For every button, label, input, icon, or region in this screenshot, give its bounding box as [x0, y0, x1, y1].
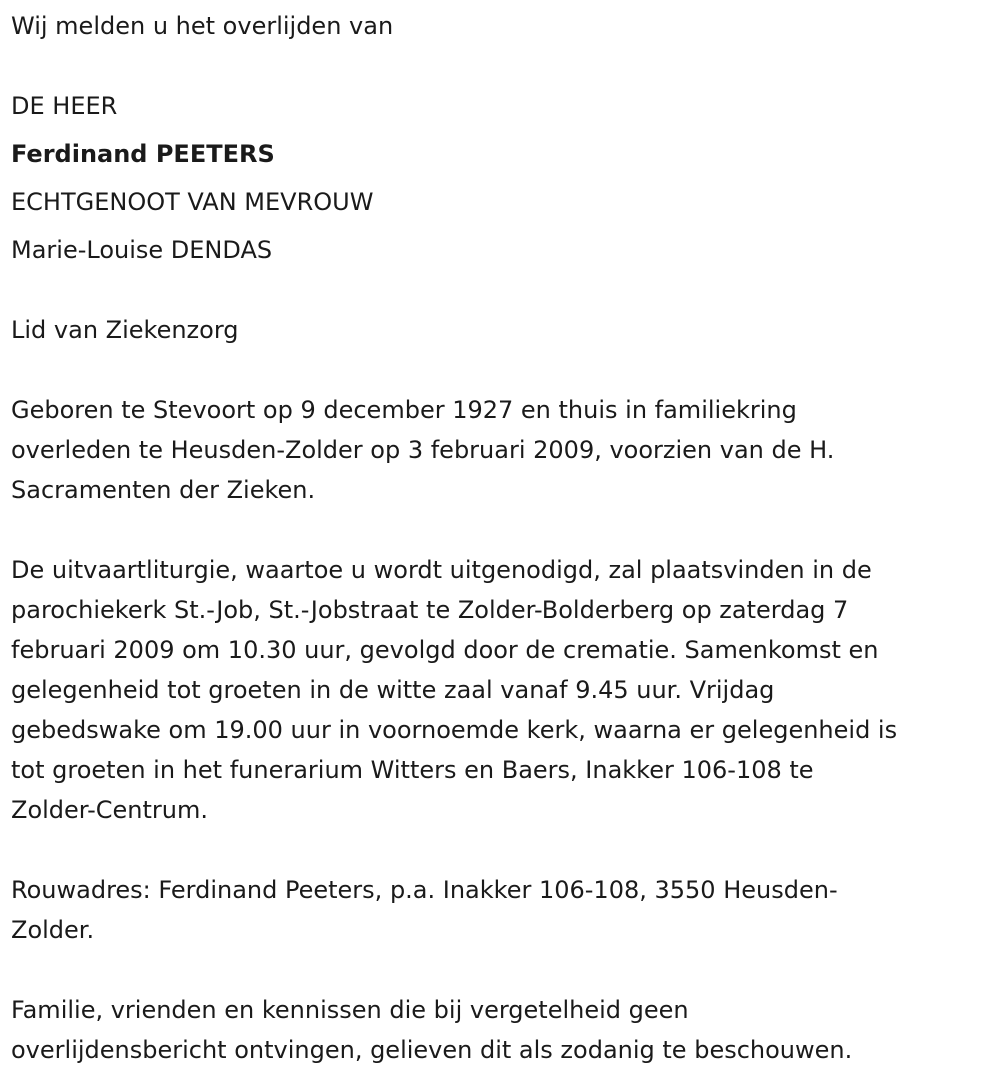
honorific: DE HEER: [11, 92, 118, 120]
paragraph-line: Geboren te Stevoort op 9 december 1927 en thuis in familiekring: [11, 396, 797, 424]
paragraph-line: Sacramenten der Zieken.: [11, 476, 316, 504]
intro-text: Wij melden u het overlijden van: [11, 12, 394, 40]
paragraph-line: Zolder.: [11, 916, 95, 944]
membership: Lid van Ziekenzorg: [11, 316, 239, 344]
paragraph-line: gebedswake om 19.00 uur in voornoemde kerk, waarna er gelegenheid is: [11, 716, 898, 744]
closing-paragraph: [11, 990, 852, 1070]
deceased-name: Ferdinand PEETERS: [11, 140, 275, 168]
paragraph-line: De uitvaartliturgie, waartoe u wordt uitgenodigd, zal plaatsvinden in de: [11, 556, 872, 584]
paragraph-line: overlijdensbericht ontvingen, gelieven dit als zodanig te beschouwen.: [11, 1036, 853, 1064]
spouse-name: Marie-Louise DENDAS: [11, 236, 273, 264]
mourning-address-paragraph: [11, 870, 838, 950]
funeral-paragraph: [11, 550, 897, 830]
birth-death-paragraph: [11, 390, 834, 510]
paragraph-line: tot groeten in het funerarium Witters en Baers, Inakker 106-108 te: [11, 756, 814, 784]
paragraph-line: gelegenheid tot groeten in de witte zaal vanaf 9.45 uur. Vrijdag: [11, 676, 775, 704]
paragraph-line: Rouwadres: Ferdinand Peeters, p.a. Inakker 106-108, 3550 Heusden-: [11, 876, 838, 904]
paragraph-line: Familie, vrienden en kennissen die bij vergetelheid geen: [11, 996, 689, 1024]
paragraph-line: overleden te Heusden-Zolder op 3 februari 2009, voorzien van de H.: [11, 436, 835, 464]
paragraph-line: Zolder-Centrum.: [11, 796, 209, 824]
paragraph-line: parochiekerk St.-Job, St.-Jobstraat te Zolder-Bolderberg op zaterdag 7: [11, 596, 849, 624]
spouse-label: ECHTGENOOT VAN MEVROUW: [11, 188, 374, 216]
paragraph-line: februari 2009 om 10.30 uur, gevolgd door de crematie. Samenkomst en: [11, 636, 879, 664]
